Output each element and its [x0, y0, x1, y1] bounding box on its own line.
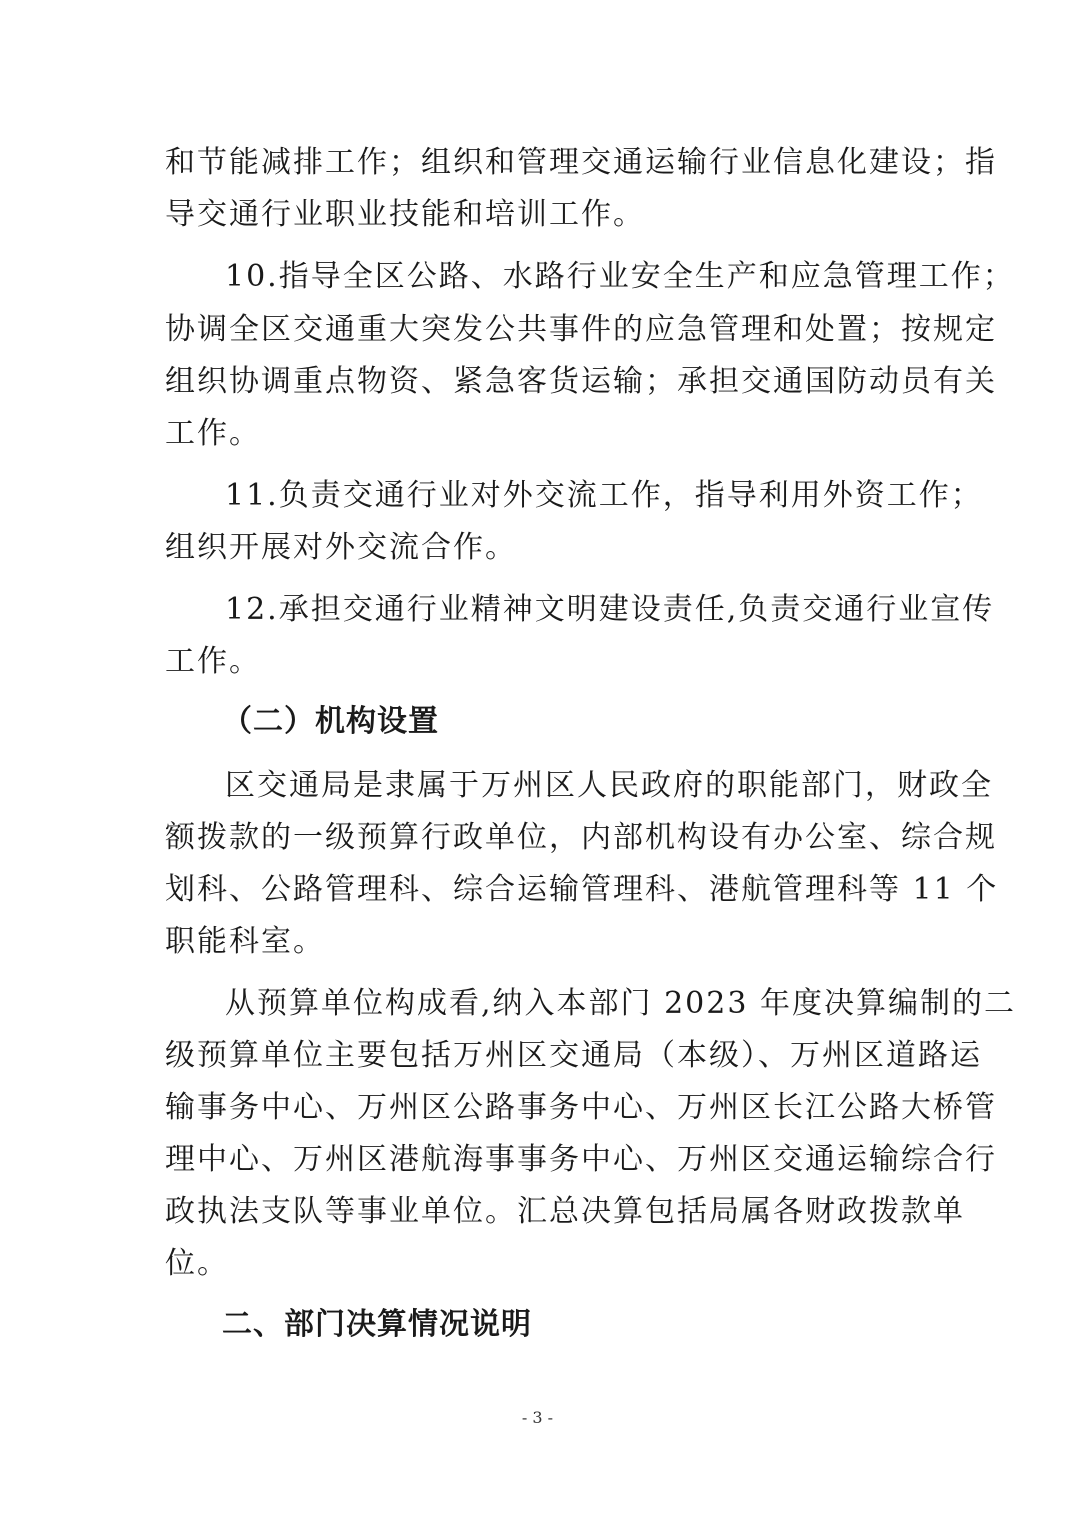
- paragraph-line: 理中心、万州区港航海事事务中心、万州区交通运输综合行: [165, 1142, 997, 1177]
- section-subheading: （二）机构设置: [222, 704, 439, 739]
- paragraph-line: 职能科室。: [165, 924, 325, 959]
- paragraph-line: 区交通局是隶属于万州区人民政府的职能部门，财政全: [225, 768, 993, 803]
- paragraph-line: 10.指导全区公路、水路行业安全生产和应急管理工作；: [225, 259, 1015, 294]
- paragraph-line: 额拨款的一级预算行政单位，内部机构设有办公室、综合规: [165, 820, 997, 855]
- paragraph-line: 12.承担交通行业精神文明建设责任,负责交通行业宣传: [225, 592, 995, 627]
- paragraph-line: 工作。: [165, 416, 261, 451]
- paragraph-line: 组织协调重点物资、紧急客货运输；承担交通国防动员有关: [165, 364, 997, 399]
- page-number: - 3 -: [521, 1408, 554, 1427]
- paragraph-line: 从预算单位构成看,纳入本部门 2023 年度决算编制的二: [225, 986, 1016, 1021]
- paragraph-line: 和节能减排工作；组织和管理交通运输行业信息化建设；指: [165, 145, 997, 180]
- paragraph-line: 级预算单位主要包括万州区交通局（本级）、万州区道路运: [165, 1038, 982, 1073]
- paragraph-line: 政执法支队等事业单位。汇总决算包括局属各财政拨款单: [165, 1194, 965, 1229]
- section-heading: 二、部门决算情况说明: [222, 1307, 532, 1342]
- paragraph-line: 协调全区交通重大突发公共事件的应急管理和处置；按规定: [165, 312, 997, 347]
- paragraph-line: 导交通行业职业技能和培训工作。: [165, 197, 645, 232]
- paragraph-line: 工作。: [165, 644, 261, 679]
- paragraph-line: 组织开展对外交流合作。: [165, 530, 517, 565]
- paragraph-line: 11.负责交通行业对外交流工作，指导利用外资工作；: [225, 478, 983, 513]
- paragraph-line: 位。: [165, 1246, 229, 1281]
- paragraph-line: 划科、公路管理科、综合运输管理科、港航管理科等 11 个: [165, 872, 999, 907]
- paragraph-line: 输事务中心、万州区公路事务中心、万州区长江公路大桥管: [165, 1090, 997, 1125]
